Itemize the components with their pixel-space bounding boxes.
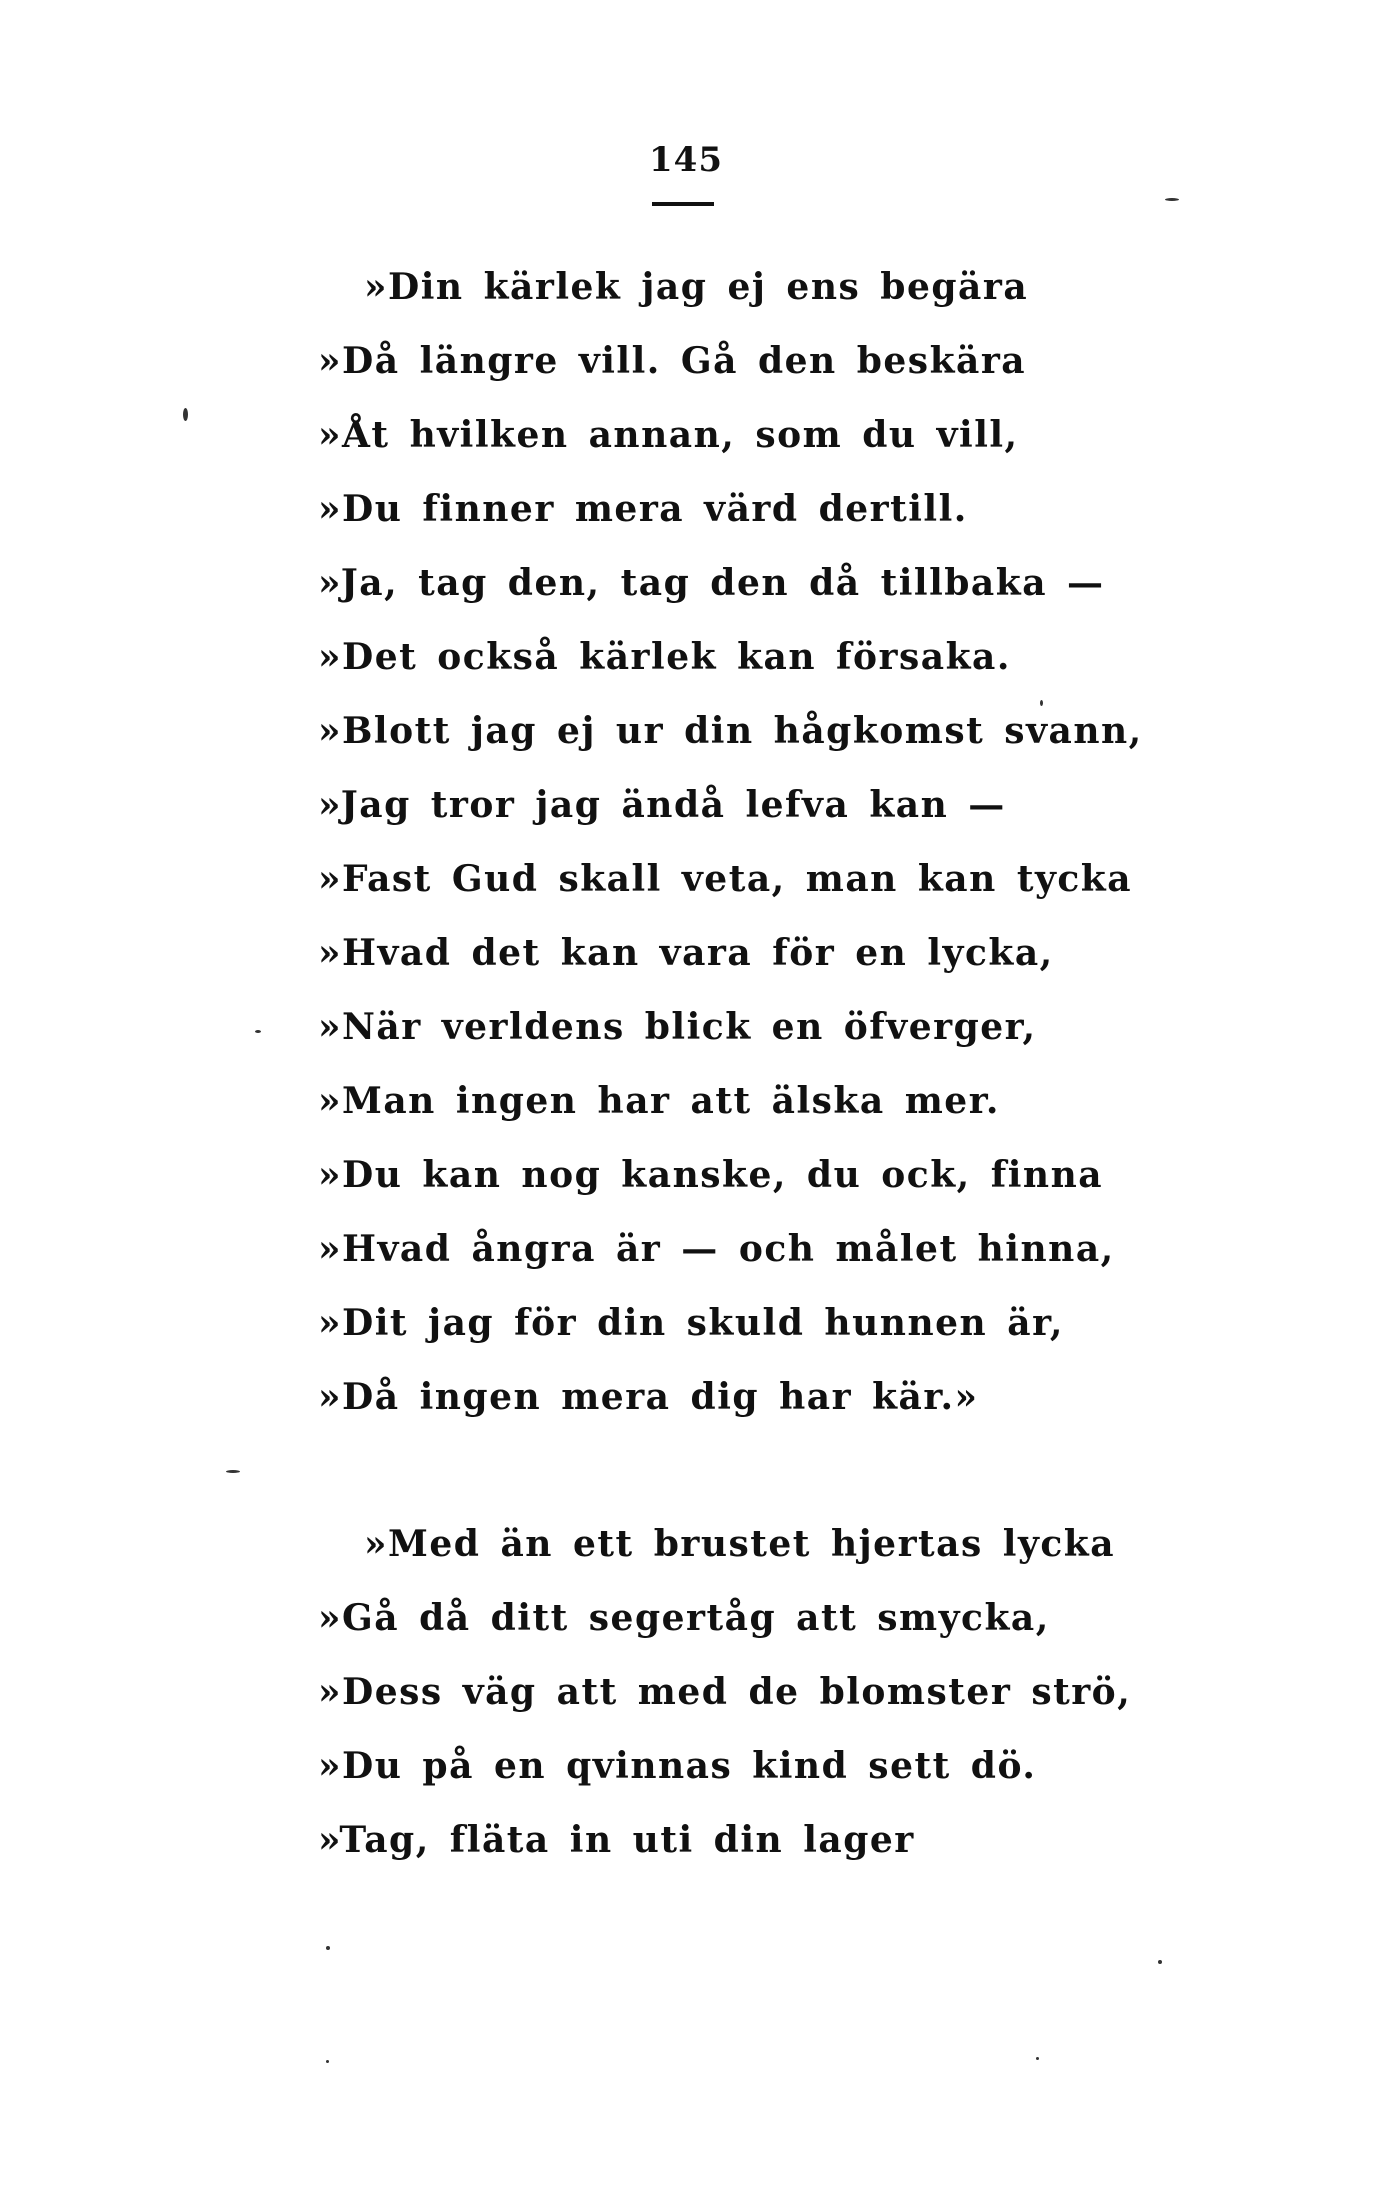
verse-line: »Dit jag för din skuld hunnen är, <box>318 1302 1064 1344</box>
verse-line: »Man ingen har att älska mer. <box>318 1080 1000 1122</box>
verse-line: »Hvad ångra är — och målet hinna, <box>318 1228 1115 1270</box>
ink-speck <box>326 2060 329 2063</box>
verse-line: »Ja, tag den, tag den då tillbaka — <box>318 562 1105 604</box>
verse-line: »När verldens blick en öfverger, <box>318 1006 1037 1048</box>
verse-line: »Det också kärlek kan försaka. <box>318 636 1011 678</box>
verse-line: »Dess väg att med de blomster strö, <box>318 1671 1132 1713</box>
verse-line: »Din kärlek jag ej ens begära <box>364 266 1029 308</box>
verse-line: »Då ingen mera dig har kär.» <box>318 1376 979 1418</box>
verse-line: »Då längre vill. Gå den beskära <box>318 340 1027 382</box>
verse-line: »Du på en qvinnas kind sett dö. <box>318 1745 1037 1787</box>
verse-line: »Du kan nog kanske, du ock, finna <box>318 1154 1104 1196</box>
page-number-rule <box>652 202 714 206</box>
verse-line: »Du finner mera värd dertill. <box>318 488 968 530</box>
verse-line: »Jag tror jag ändå lefva kan — <box>318 784 1006 826</box>
verse-line: »Blott jag ej ur din hågkomst svann, <box>318 710 1143 752</box>
verse-line: »Gå då ditt segertåg att smycka, <box>318 1597 1050 1639</box>
ink-speck <box>1158 1960 1162 1964</box>
ink-speck <box>255 1030 261 1033</box>
verse-line: »Åt hvilken annan, som du vill, <box>318 414 1019 456</box>
verse-line: »Med än ett brustet hjertas lycka <box>364 1523 1116 1565</box>
ink-speck <box>1040 700 1043 706</box>
ink-speck <box>226 1470 240 1473</box>
verse-line: »Fast Gud skall veta, man kan tycka <box>318 858 1133 900</box>
page-number: 145 <box>649 140 723 180</box>
ink-speck <box>1036 2057 1039 2060</box>
ink-speck <box>326 1946 330 1950</box>
verse-line: »Hvad det kan vara för en lycka, <box>318 932 1054 974</box>
verse-line: »Tag, fläta in uti din lager <box>318 1819 915 1861</box>
ink-speck <box>1165 198 1179 201</box>
ink-speck <box>183 408 188 421</box>
